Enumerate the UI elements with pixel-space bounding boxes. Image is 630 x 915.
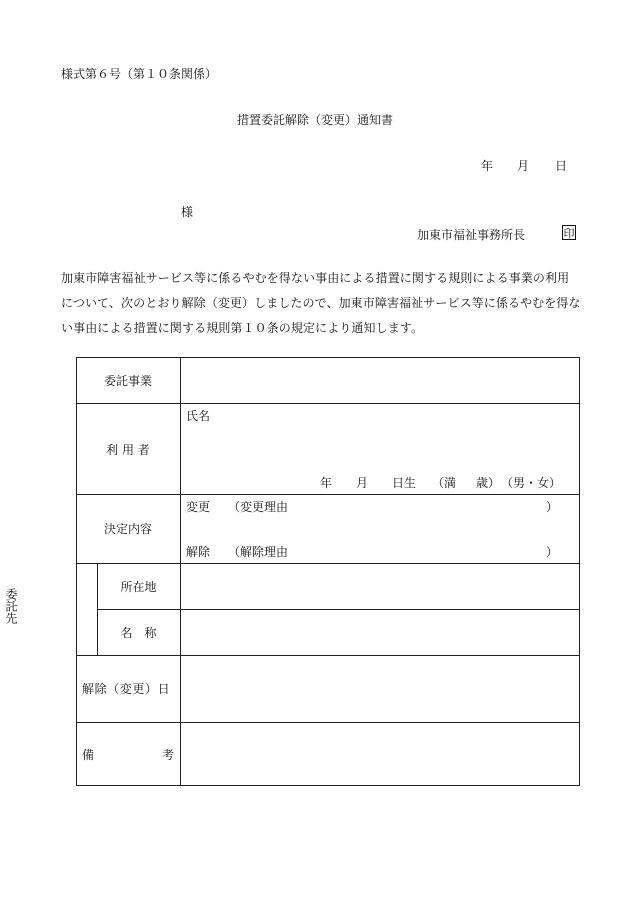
cancel-date-label: 解除（変更）日 [82,682,171,696]
decision-cancel-option[interactable]: 解除 [186,545,211,559]
birth-day-label: 日生 [392,476,417,490]
age-close-label: 歳） [476,476,501,490]
row-divider [76,563,580,564]
row-divider [76,722,580,723]
document-title: 措置委託解除（変更）通知書 [236,113,393,127]
cancel-date-value[interactable] [182,670,578,710]
birth-year-label: 年 [320,476,333,490]
commissioned-business-value[interactable] [182,372,578,392]
change-reason-close: ） [546,500,559,514]
decision-label: 決定内容 [103,522,152,536]
form-number: 様式第６号（第１０条関係） [61,67,218,81]
date-year-label: 年 [481,159,494,173]
date-month-label: 月 [517,159,530,173]
seal-mark: 印 [563,227,575,240]
date-day-label: 日 [555,159,568,173]
column-divider [180,357,181,786]
contractor-location-label: 所在地 [120,580,157,594]
change-reason-label: （変更理由 [228,500,289,514]
notice-body-text: 加東市障害福祉サービス等に係るやむを得ない事由による措置に関する規則による事業の利用について、次のとおり解除（変更）しましたので、加東市障害福祉サービス等に係るやむを得ない事由による措置に関する規則第１０条の規定により通知します。 [61,271,581,335]
contractor-location-value[interactable] [182,574,578,600]
sex-choice-label: （男・女） [501,476,562,490]
contractor-group-label: 委託先 [4,588,18,624]
remarks-label-left: 備 [82,748,95,762]
remarks-value[interactable] [182,730,578,780]
column-divider [97,563,98,655]
user-name-value[interactable] [210,407,576,467]
row-divider [76,655,580,656]
user-name-label: 氏名 [186,409,211,423]
age-open-label: （満 [432,476,457,490]
decision-change-option[interactable]: 変更 [186,500,211,514]
user-label: 利 用 者 [106,443,150,457]
contractor-name-label: 名 称 [120,626,157,640]
contractor-name-value[interactable] [182,620,578,646]
row-divider [76,494,580,495]
addressee-suffix: 様 [181,205,194,219]
cancel-reason-label: （解除理由 [228,545,289,559]
commissioned-business-label: 委託事業 [103,374,152,388]
birth-month-label: 月 [356,476,369,490]
row-divider [76,403,580,404]
row-divider [97,609,580,610]
cancel-reason-close: ） [546,545,559,559]
issuer-name: 加東市福祉事務所長 [417,228,526,242]
remarks-label-right: 考 [162,748,175,762]
